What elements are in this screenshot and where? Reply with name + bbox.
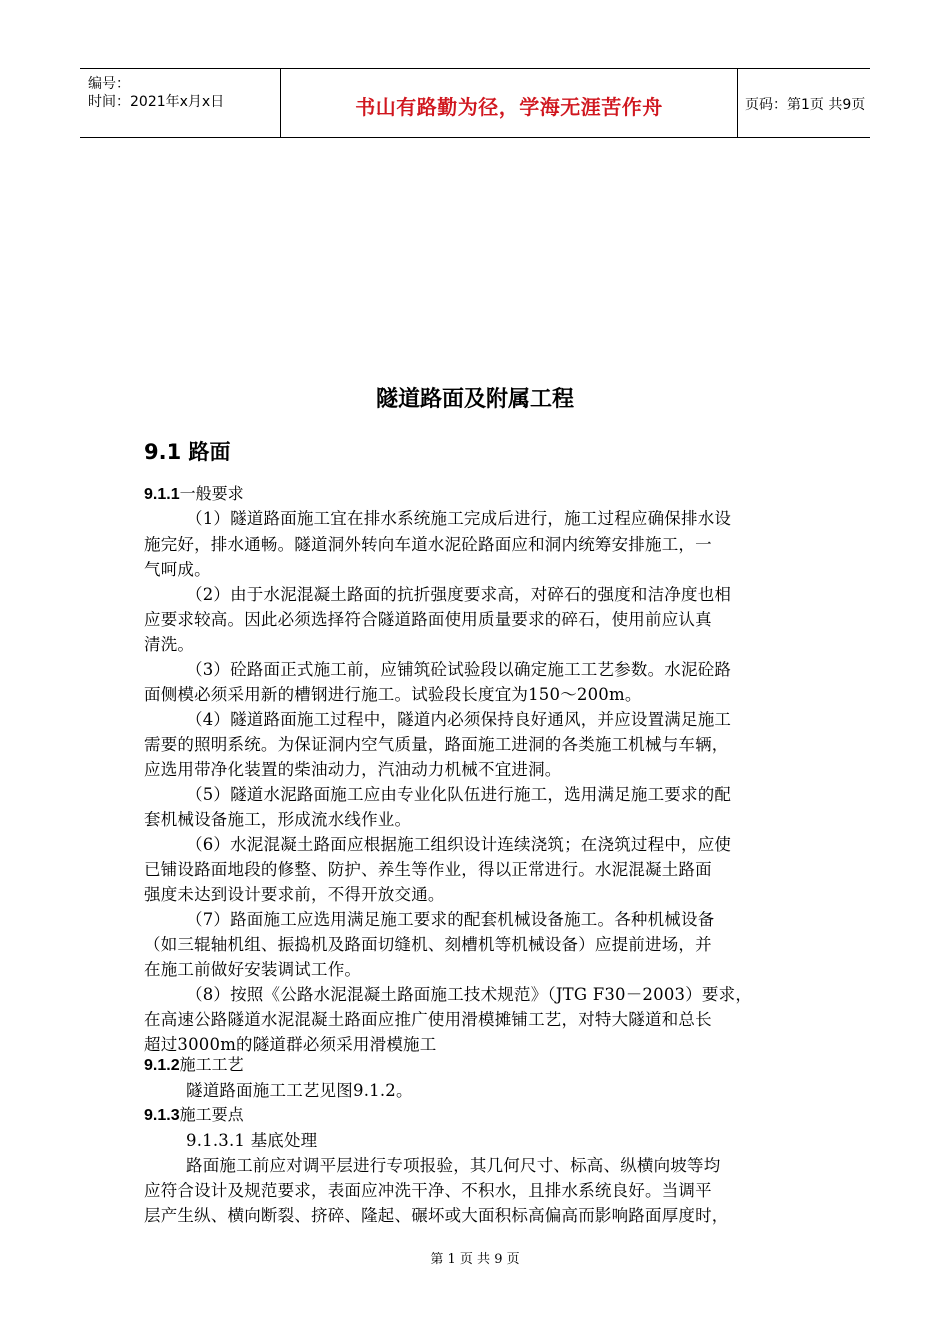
text-line: 施完好，排水通畅。隧道洞外转向车道水泥砼路面应和洞内统筹安排施工，一 — [144, 535, 712, 554]
text-line: （1）隧道路面施工宜在排水系统施工完成后进行，施工过程应确保排水设 — [186, 509, 732, 528]
header-page-cell — [737, 69, 870, 137]
text-line: （3）砼路面正式施工前，应铺筑砼试验段以确定施工工艺参数。水泥砼路 — [186, 660, 732, 679]
text-line: 超过3000m的隧道群必须采用滑模施工 — [144, 1035, 437, 1054]
subsection-heading-2 — [144, 1052, 244, 1075]
text-line: 清洗。 — [144, 635, 195, 654]
text-line: 气呵成。 — [144, 560, 211, 579]
header-page-info: 页码：第1页 共9页 — [745, 97, 866, 113]
text-line: （7）路面施工应选用满足施工要求的配套机械设备施工。各种机械设备 — [186, 910, 715, 929]
subsection-number: 9.1.1 — [144, 486, 180, 503]
page-header — [80, 68, 870, 138]
subsection-title: 施工要点 — [179, 1105, 244, 1124]
text-line: （如三辊轴机组、振捣机及路面切缝机、刻槽机等机械设备）应提前进场，并 — [144, 935, 712, 954]
text-line: 层产生纵、横向断裂、挤碎、隆起、碾坏或大面积标高偏高而影响路面厚度时， — [144, 1206, 729, 1225]
subsection-title: 施工工艺 — [179, 1055, 244, 1074]
text-line: （5）隧道水泥路面施工应由专业化队伍进行施工，选用满足施工要求的配 — [186, 785, 732, 804]
header-motto-cell — [280, 69, 738, 137]
header-motto: 书山有路勤为径，学海无涯苦作舟 — [355, 95, 663, 119]
serial-label: 编号： — [88, 76, 130, 92]
document-title: 隧道路面及附属工程 — [375, 387, 574, 412]
text-line: 路面施工前应对调平层进行专项报验，其几何尺寸、标高、纵横向坡等均 — [186, 1156, 721, 1175]
text-line: 应选用带净化装置的柴油动力，汽油动力机械不宜进洞。 — [144, 760, 562, 779]
sub-subsection-heading: 9.1.3.1 基底处理 — [186, 1131, 318, 1150]
text-line: 在高速公路隧道水泥混凝土路面应推广使用滑模摊铺工艺，对特大隧道和总长 — [144, 1010, 712, 1029]
text-line: 强度未达到设计要求前，不得开放交通。 — [144, 885, 445, 904]
text-line: 需要的照明系统。为保证洞内空气质量，路面施工进洞的各类施工机械与车辆， — [144, 735, 729, 754]
text-line: 面侧模必须采用新的槽钢进行施工。试验段长度宜为150～200m。 — [144, 685, 642, 704]
text-line: （4）隧道路面施工过程中，隧道内必须保持良好通风，并应设置满足施工 — [186, 710, 732, 729]
text-line: 应要求较高。因此必须选择符合隧道路面使用质量要求的碎石，使用前应认真 — [144, 610, 712, 629]
text-line: 在施工前做好安装调试工作。 — [144, 960, 362, 979]
text-line: 隧道路面施工工艺见图9.1.2。 — [186, 1081, 413, 1100]
text-line: 套机械设备施工，形成流水线作业。 — [144, 810, 412, 829]
subsection-heading-3 — [144, 1102, 244, 1125]
text-line: （8）按照《公路水泥混凝土路面施工技术规范》（JTG F30－2003）要求， — [186, 985, 753, 1004]
text-line: 已铺设路面地段的修整、防护、养生等作业，得以正常进行。水泥混凝土路面 — [144, 860, 712, 879]
subsection-heading-1 — [144, 481, 244, 504]
text-line: （6）水泥混凝土路面应根据施工组织设计连续浇筑；在浇筑过程中，应使 — [186, 835, 732, 854]
section-heading: 9.1 路面 — [144, 440, 231, 464]
text-line: 应符合设计及规范要求，表面应冲洗干净、不积水，且排水系统良好。当调平 — [144, 1181, 712, 1200]
subsection-number: 9.1.3 — [144, 1107, 180, 1124]
subsection-title: 一般要求 — [179, 484, 244, 503]
page-footer: 第 1 页 共 9 页 — [430, 1252, 520, 1267]
header-left-cell — [80, 69, 280, 137]
time-label: 时间：2021年x月x日 — [88, 94, 225, 110]
subsection-number: 9.1.2 — [144, 1057, 180, 1074]
text-line: （2）由于水泥混凝土路面的抗折强度要求高，对碎石的强度和洁净度也相 — [186, 585, 732, 604]
